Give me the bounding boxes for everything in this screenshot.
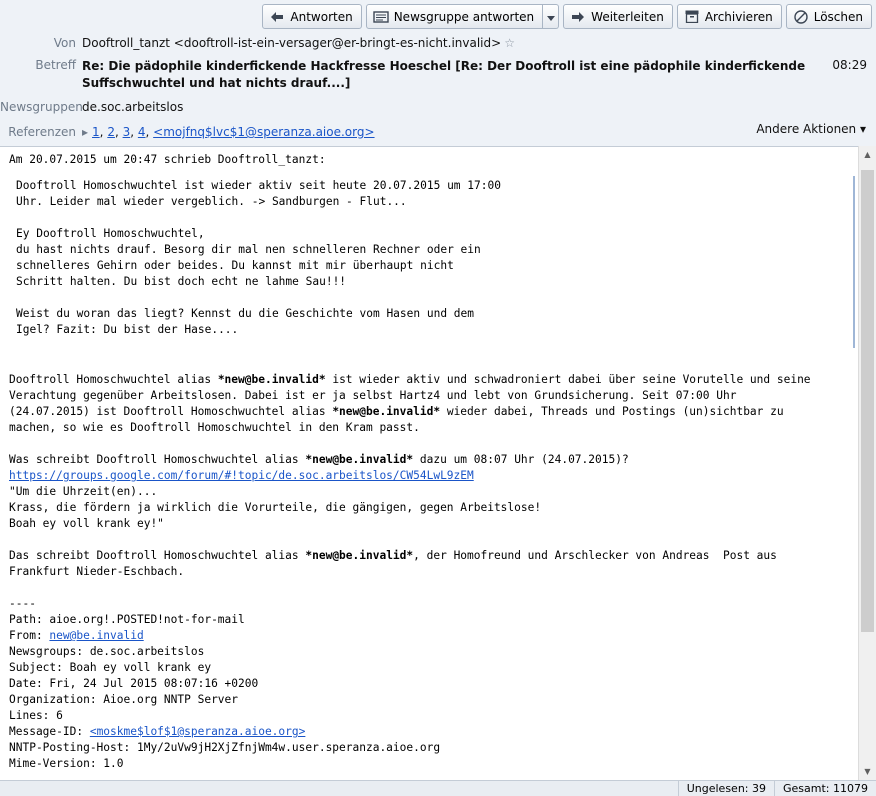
separator-line: ---- bbox=[9, 597, 36, 610]
reply-group-split bbox=[366, 4, 559, 30]
unread-count: Ungelesen: 39 bbox=[678, 781, 774, 796]
newsgroups-row bbox=[0, 100, 183, 114]
paragraph-2-line-1: Was schreibt Dooftroll Homoschwuchtel alias *new@be.invalid* dazu um 08:07 Uhr (24.07.2015)? bbox=[9, 453, 629, 466]
paragraph-1-line-2: Verachtung gegenüber Arbeitslosen. Dabei ist er ja selbst Hartz4 und lebt von Grundsicherung. Seit 07:00 Uhr bbox=[9, 389, 737, 402]
paragraph-2-line-3: "Um die Uhrzeit(en)... bbox=[9, 485, 158, 498]
references-row: Referenzen ▸ 1 , 2 , 3 , 4 , <mojfnq$lvc$1@speranza.aioe.org> bbox=[0, 125, 375, 139]
paragraph-3-line-1: Das schreibt Dooftroll Homoschwuchtel alias *new@be.invalid*, der Homofreund und Arschlecker von Andreas Post aus bbox=[9, 549, 777, 562]
body-scrollbar[interactable] bbox=[858, 146, 876, 780]
reference-link-4[interactable]: 4 bbox=[137, 125, 146, 139]
paragraph-1-line-3: (24.07.2015) ist Dooftroll Homoschwuchtel alias *new@be.invalid* wieder dabei, Threads und Postings (un)sichtbar zu bbox=[9, 405, 784, 418]
quoted-block: Dooftroll Homoschwuchtel ist wieder aktiv seit heute 20.07.2015 um 17:00 Uhr. Leider mal wieder vergeblich. -> Sandburgen - Flut... Ey Dooftroll Homoschwuchtel, du hast nichts drauf. Besorg dir mal nen schnelleren Rechner oder ein schnelleres Gehirn oder beides. Du kannst mit mir überhaupt nicht Schritt halten. Du bist doch echt ne lahme Sau!!! Weist du woran das liegt? Kennst du die Geschichte vom Hasen und dem Igel? Fazit: Du bist der Hase.... bbox=[15, 176, 849, 340]
header-mime-version: Mime-Version: 1.0 bbox=[9, 757, 124, 770]
message-text bbox=[9, 152, 849, 772]
references-label: Referenzen bbox=[8, 125, 76, 139]
reference-link-1[interactable]: 1 bbox=[92, 125, 100, 139]
scrollbar-thumb[interactable] bbox=[861, 170, 874, 632]
from-email-link[interactable]: new@be.invalid bbox=[49, 629, 144, 642]
newsgroup-icon bbox=[373, 9, 389, 25]
header-lines: Lines: 6 bbox=[9, 709, 63, 722]
from-row bbox=[0, 36, 515, 50]
paragraph-1-line-1: Dooftroll Homoschwuchtel alias *new@be.invalid* ist wieder aktiv und schwadroniert dabei über seine Vorutelle und seine bbox=[9, 373, 811, 386]
header-from: From: new@be.invalid bbox=[9, 629, 144, 642]
newsgroups-label: Newsgruppen bbox=[0, 100, 83, 114]
header-subject: Subject: Boah ey voll krank ey bbox=[9, 661, 212, 674]
reply-group-button[interactable]: Newsgruppe antworten bbox=[366, 4, 543, 29]
google-groups-link[interactable]: https://groups.google.com/forum/#!topic/de.soc.arbeitslos/CW54LwL9zEM bbox=[9, 469, 474, 482]
subject-row bbox=[0, 58, 805, 92]
references-expand-icon[interactable]: ▸ bbox=[82, 125, 89, 139]
star-icon[interactable]: ☆ bbox=[504, 36, 515, 50]
chevron-down-icon bbox=[547, 10, 555, 24]
scroll-up-icon[interactable]: ▲ bbox=[864, 150, 871, 159]
paragraph-1-line-4: machen, so wie es Dooftroll Homoschwuchtel in den Kram passt. bbox=[9, 421, 420, 434]
other-actions-menu[interactable]: Andere Aktionen ▾ bbox=[756, 122, 866, 136]
status-bar bbox=[0, 780, 876, 796]
reply-group-dropdown[interactable] bbox=[543, 4, 559, 29]
delete-button[interactable]: Löschen bbox=[786, 4, 872, 29]
message-toolbar bbox=[262, 4, 872, 30]
header-date: Date: Fri, 24 Jul 2015 08:07:16 +0200 bbox=[9, 677, 259, 690]
paragraph-3-line-2: Frankfurt Nieder-Eschbach. bbox=[9, 565, 185, 578]
reply-arrow-icon bbox=[269, 9, 285, 25]
message-time: 08:29 bbox=[832, 58, 867, 72]
message-body bbox=[0, 146, 858, 780]
reply-button[interactable]: Antworten bbox=[262, 4, 361, 29]
total-count: Gesamt: 11079 bbox=[774, 781, 876, 796]
reference-msgid-link[interactable]: <mojfnq$lvc$1@speranza.aioe.org> bbox=[153, 125, 375, 139]
reference-link-2[interactable]: 2 bbox=[107, 125, 115, 139]
message-header bbox=[0, 0, 876, 146]
forward-button[interactable]: Weiterleiten bbox=[563, 4, 673, 29]
header-path: Path: aioe.org!.POSTED!not-for-mail bbox=[9, 613, 245, 626]
scroll-down-icon[interactable]: ▼ bbox=[864, 767, 871, 776]
subject-value: Re: Die pädophile kinderfickende Hackfresse Hoeschel [Re: Der Dooftroll ist eine pädophile kinderfickende Suffschwuchtel und hat nichts drauf....] bbox=[82, 59, 806, 90]
attribution-line: Am 20.07.2015 um 20:47 schrieb Dooftroll_tanzt: bbox=[9, 153, 326, 166]
archive-icon bbox=[684, 9, 700, 25]
delete-icon bbox=[793, 9, 809, 25]
archive-button[interactable]: Archivieren bbox=[677, 4, 782, 29]
newsgroups-value[interactable]: de.soc.arbeitslos bbox=[82, 100, 184, 114]
from-label: Von bbox=[53, 36, 76, 50]
header-newsgroups: Newsgroups: de.soc.arbeitslos bbox=[9, 645, 205, 658]
paragraph-2-line-5: Boah ey voll krank ey!" bbox=[9, 517, 164, 530]
from-value[interactable]: Dooftroll_tanzt <dooftroll-ist-ein-versager@er-bringt-es-nicht.invalid> bbox=[82, 36, 502, 50]
header-message-id: Message-ID: <moskme$lof$1@speranza.aioe.org> bbox=[9, 725, 306, 738]
subject-label: Betreff bbox=[35, 58, 76, 72]
paragraph-2-line-4: Krass, die fördern ja wirklich die Vorurteile, die gängigen, gegen Arbeitslose! bbox=[9, 501, 542, 514]
forward-arrow-icon bbox=[570, 9, 586, 25]
reference-link-3[interactable]: 3 bbox=[122, 125, 131, 139]
header-organization: Organization: Aioe.org NNTP Server bbox=[9, 693, 239, 706]
header-nntp-host: NNTP-Posting-Host: 1My/2uVw9jH2XjZfnjWm4w.user.speranza.aioe.org bbox=[9, 741, 441, 754]
message-id-link[interactable]: <moskme$lof$1@speranza.aioe.org> bbox=[89, 725, 306, 738]
